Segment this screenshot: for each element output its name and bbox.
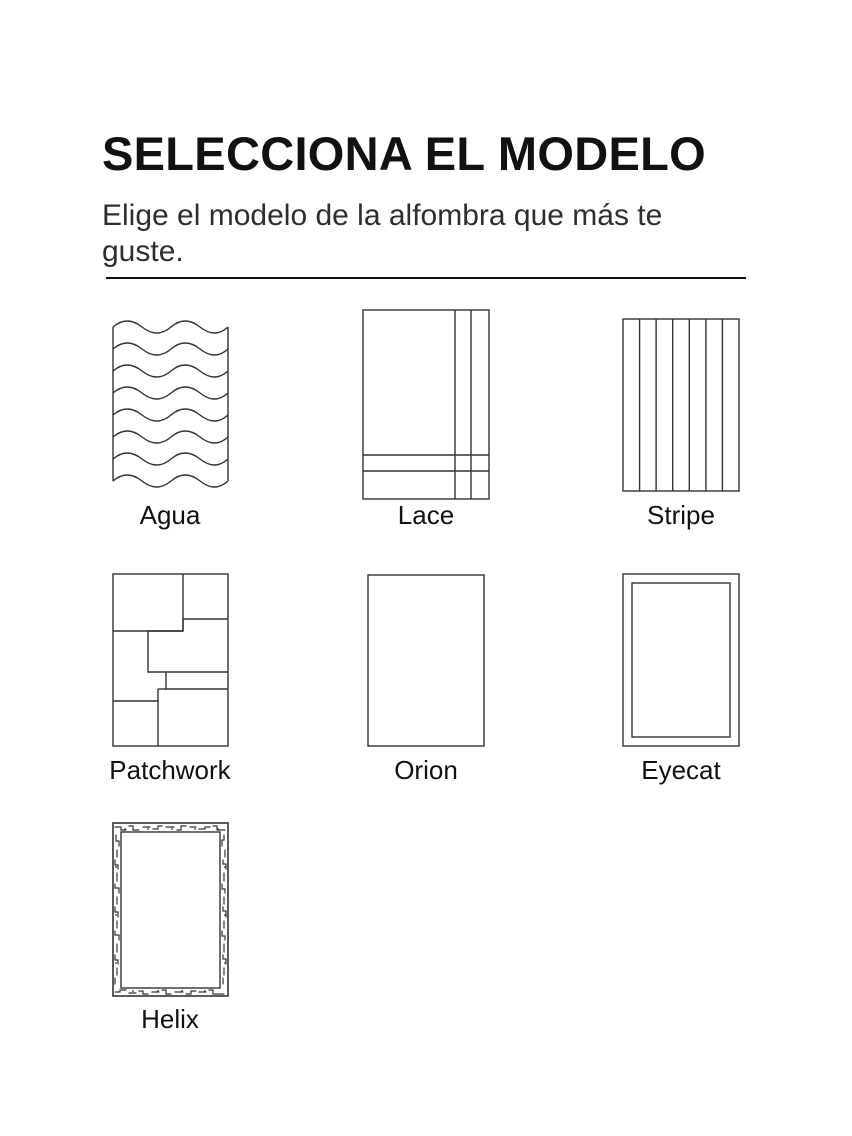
- model-label-lace: Lace: [397, 500, 455, 530]
- model-label-patchwork: Patchwork: [109, 755, 231, 785]
- page-title: SELECCIONA EL MODELO: [102, 127, 706, 180]
- framed-rug-icon: [611, 555, 751, 765]
- model-option-orion[interactable]: [326, 555, 526, 795]
- model-label-stripe: Stripe: [647, 500, 715, 530]
- model-option-helix[interactable]: [70, 805, 270, 1045]
- model-option-agua[interactable]: [70, 300, 270, 540]
- plain-rug-icon: [356, 555, 496, 765]
- model-label-orion: Orion: [394, 755, 458, 785]
- patchwork-rug-icon: [100, 555, 240, 765]
- model-label-helix: Helix: [141, 1004, 199, 1034]
- model-option-lace[interactable]: [326, 300, 526, 540]
- model-option-stripe[interactable]: [581, 300, 781, 540]
- wave-rug-icon: [100, 300, 240, 510]
- model-label-eyecat: Eyecat: [641, 755, 721, 785]
- helix-border-rug-icon: [100, 805, 240, 1015]
- divider: [106, 277, 746, 279]
- lace-rug-icon: [356, 300, 496, 510]
- page-subtitle: Elige el modelo de la alfombra que más te guste.: [102, 199, 663, 268]
- stripe-rug-icon: [611, 300, 751, 510]
- model-label-agua: Agua: [139, 500, 201, 530]
- model-option-patchwork[interactable]: [70, 555, 270, 795]
- model-option-eyecat[interactable]: [581, 555, 781, 795]
